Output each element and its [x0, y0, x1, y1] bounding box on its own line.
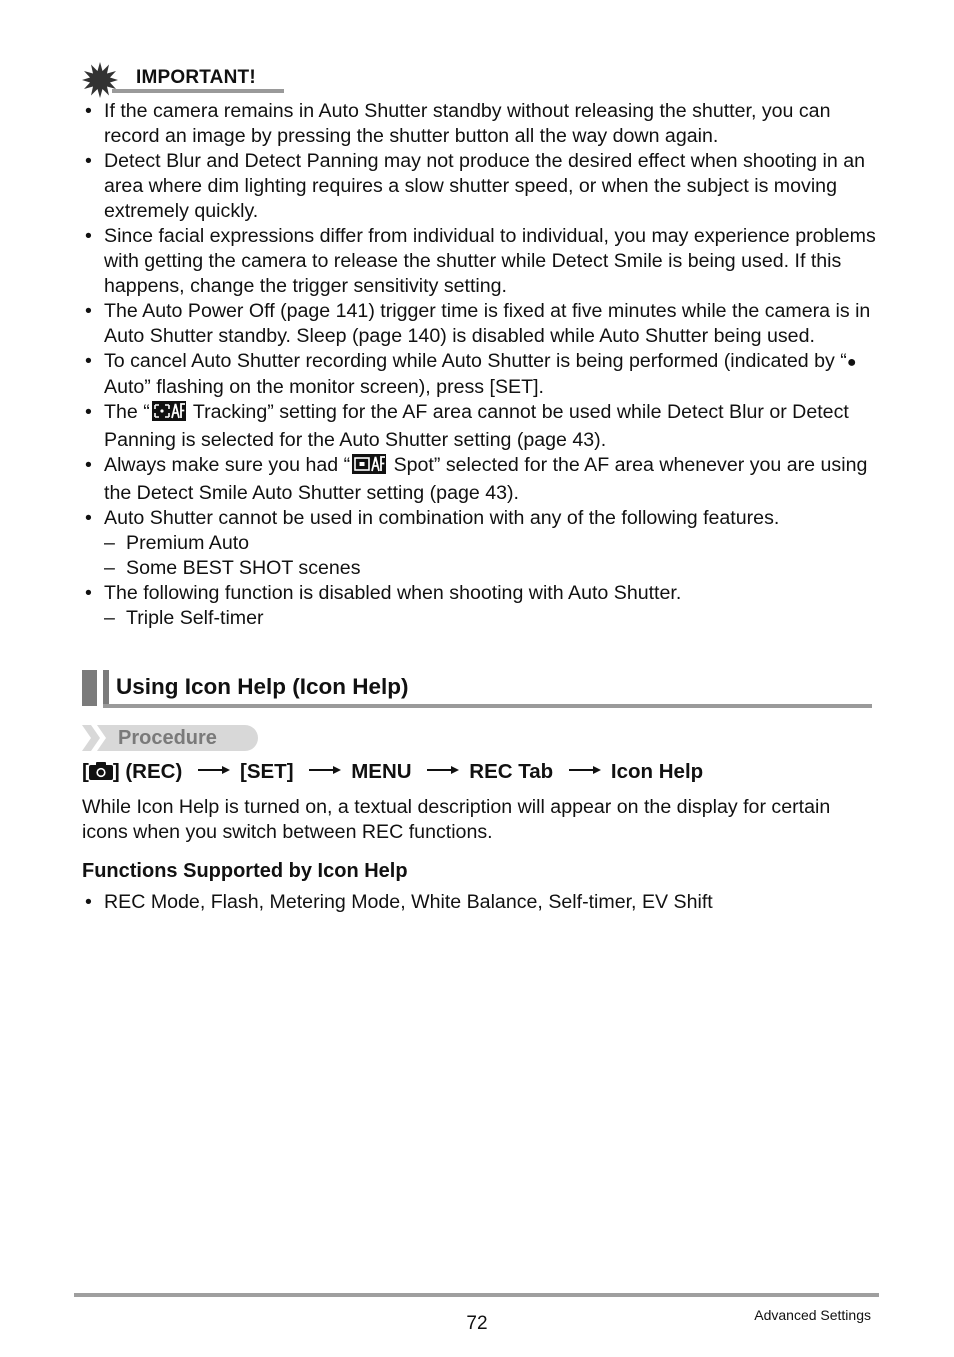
menu-navigation-path — [82, 760, 703, 784]
sub-item-text: Premium Auto — [126, 532, 250, 554]
section-heading — [82, 668, 872, 710]
bullet-list-item — [82, 506, 882, 531]
arrow-right-icon — [427, 766, 459, 774]
bullet-text-after: Spot” selected for the AF area whenever you are using the Detect Smile Auto Shutter setting (page 43). — [104, 454, 868, 504]
bullet-mark: • — [85, 300, 92, 322]
bullet-list-item — [82, 299, 882, 349]
bullet-text-after: Auto” flashing on the monitor screen), press [SET]. — [104, 376, 544, 398]
arrow-right-icon — [309, 766, 341, 774]
bullet-text-before: Always make sure you had “ — [104, 454, 351, 476]
bullet-list-item — [82, 453, 882, 506]
dash-mark: – — [104, 557, 115, 579]
footer-section-name: Advanced Settings — [754, 1307, 871, 1323]
arrow-right-icon — [198, 766, 230, 774]
important-bullet-list — [82, 99, 882, 631]
nav-step-set: [SET] — [240, 760, 294, 783]
sub-list-item — [82, 606, 882, 631]
nav-step-rec-tab: REC Tab — [469, 760, 554, 783]
sub-item-content — [104, 606, 882, 631]
sub-item-text: Some BEST SHOT scenes — [126, 557, 361, 579]
bullet-mark: • — [85, 150, 92, 172]
important-underline — [112, 89, 284, 93]
sub-item-content — [104, 531, 882, 556]
af-tracking-icon — [152, 401, 186, 428]
procedure-tag — [82, 725, 258, 751]
bullet-mark: • — [85, 891, 92, 913]
record-dot-icon: ● — [846, 354, 857, 371]
body-paragraph: While Icon Help is turned on, a textual description will appear on the display for certain icons when you switch between REC functions. — [82, 796, 831, 843]
page-number: 72 — [466, 1313, 488, 1334]
important-label: IMPORTANT! — [136, 67, 256, 88]
bullet-list-item — [82, 224, 882, 299]
section-title: Using Icon Help (Icon Help) — [116, 674, 409, 699]
sub-list-item — [82, 531, 882, 556]
bullet-mark: • — [85, 401, 92, 423]
bullet-text: Since facial expressions differ from individual to individual, you may experience problems with getting the camera to release the shutter while Detect Smile is being used. If this happens, change the trigger sensitivity setting. — [104, 225, 876, 297]
bullet-text-before: The “ — [104, 401, 150, 423]
bullet-mark: • — [85, 350, 92, 372]
bullet-mark: • — [85, 100, 92, 122]
bullet-list-item — [82, 581, 882, 606]
bullet-text: Auto Shutter cannot be used in combination with any of the following features. — [104, 507, 780, 529]
bullet-mark: • — [85, 225, 92, 247]
bullet-mark: • — [85, 582, 92, 604]
af-spot-icon — [352, 454, 386, 481]
bullet-text-before: To cancel Auto Shutter recording while Auto Shutter is being performed (indicated by “ — [104, 350, 847, 372]
functions-heading: Functions Supported by Icon Help — [82, 860, 408, 882]
functions-item: REC Mode, Flash, Metering Mode, White Balance, Self-timer, EV Shift — [104, 891, 713, 913]
heading-bar-thick — [82, 670, 97, 706]
bullet-text-after: Tracking” setting for the AF area cannot be used while Detect Blur or Detect Panning is selected for the Auto Shutter setting (page 43). — [104, 401, 849, 451]
nav-step-icon-help: Icon Help — [610, 760, 704, 783]
dash-mark: – — [104, 607, 115, 629]
bullet-list-item — [82, 349, 882, 400]
important-notice-header — [82, 62, 292, 94]
arrow-right-icon — [569, 766, 601, 774]
bullet-mark: • — [85, 454, 92, 476]
footer-rule — [74, 1293, 879, 1297]
bullet-list-item — [82, 99, 882, 149]
sub-item-content — [104, 556, 882, 581]
dash-mark: – — [104, 532, 115, 554]
sub-list-item — [82, 556, 882, 581]
procedure-label: Procedure — [118, 727, 217, 749]
nav-rec: ] (REC) — [112, 760, 183, 783]
camera-icon — [89, 762, 113, 780]
bullet-text: If the camera remains in Auto Shutter standby without releasing the shutter, you can record an image by pressing the shutter button all the way down again. — [104, 100, 831, 147]
heading-bar-thin — [103, 670, 109, 706]
bullet-list-item — [82, 149, 882, 224]
nav-open-bracket: [ — [82, 760, 89, 783]
bullet-list-item — [82, 400, 882, 453]
bullet-text: The following function is disabled when shooting with Auto Shutter. — [104, 582, 682, 604]
heading-underline — [103, 704, 872, 708]
sub-item-text: Triple Self-timer — [126, 607, 264, 629]
bullet-text: Detect Blur and Detect Panning may not produce the desired effect when shooting in an area where dim lighting requires a slow shutter speed, or when the subject is moving extremely quickly. — [104, 150, 866, 222]
nav-step-menu: MENU — [351, 760, 412, 783]
bullet-mark: • — [85, 507, 92, 529]
bullet-text: The Auto Power Off (page 141) trigger time is fixed at five minutes while the camera is in Auto Shutter standby. Sleep (page 140) is disabled while Auto Shutter being used. — [104, 300, 871, 347]
